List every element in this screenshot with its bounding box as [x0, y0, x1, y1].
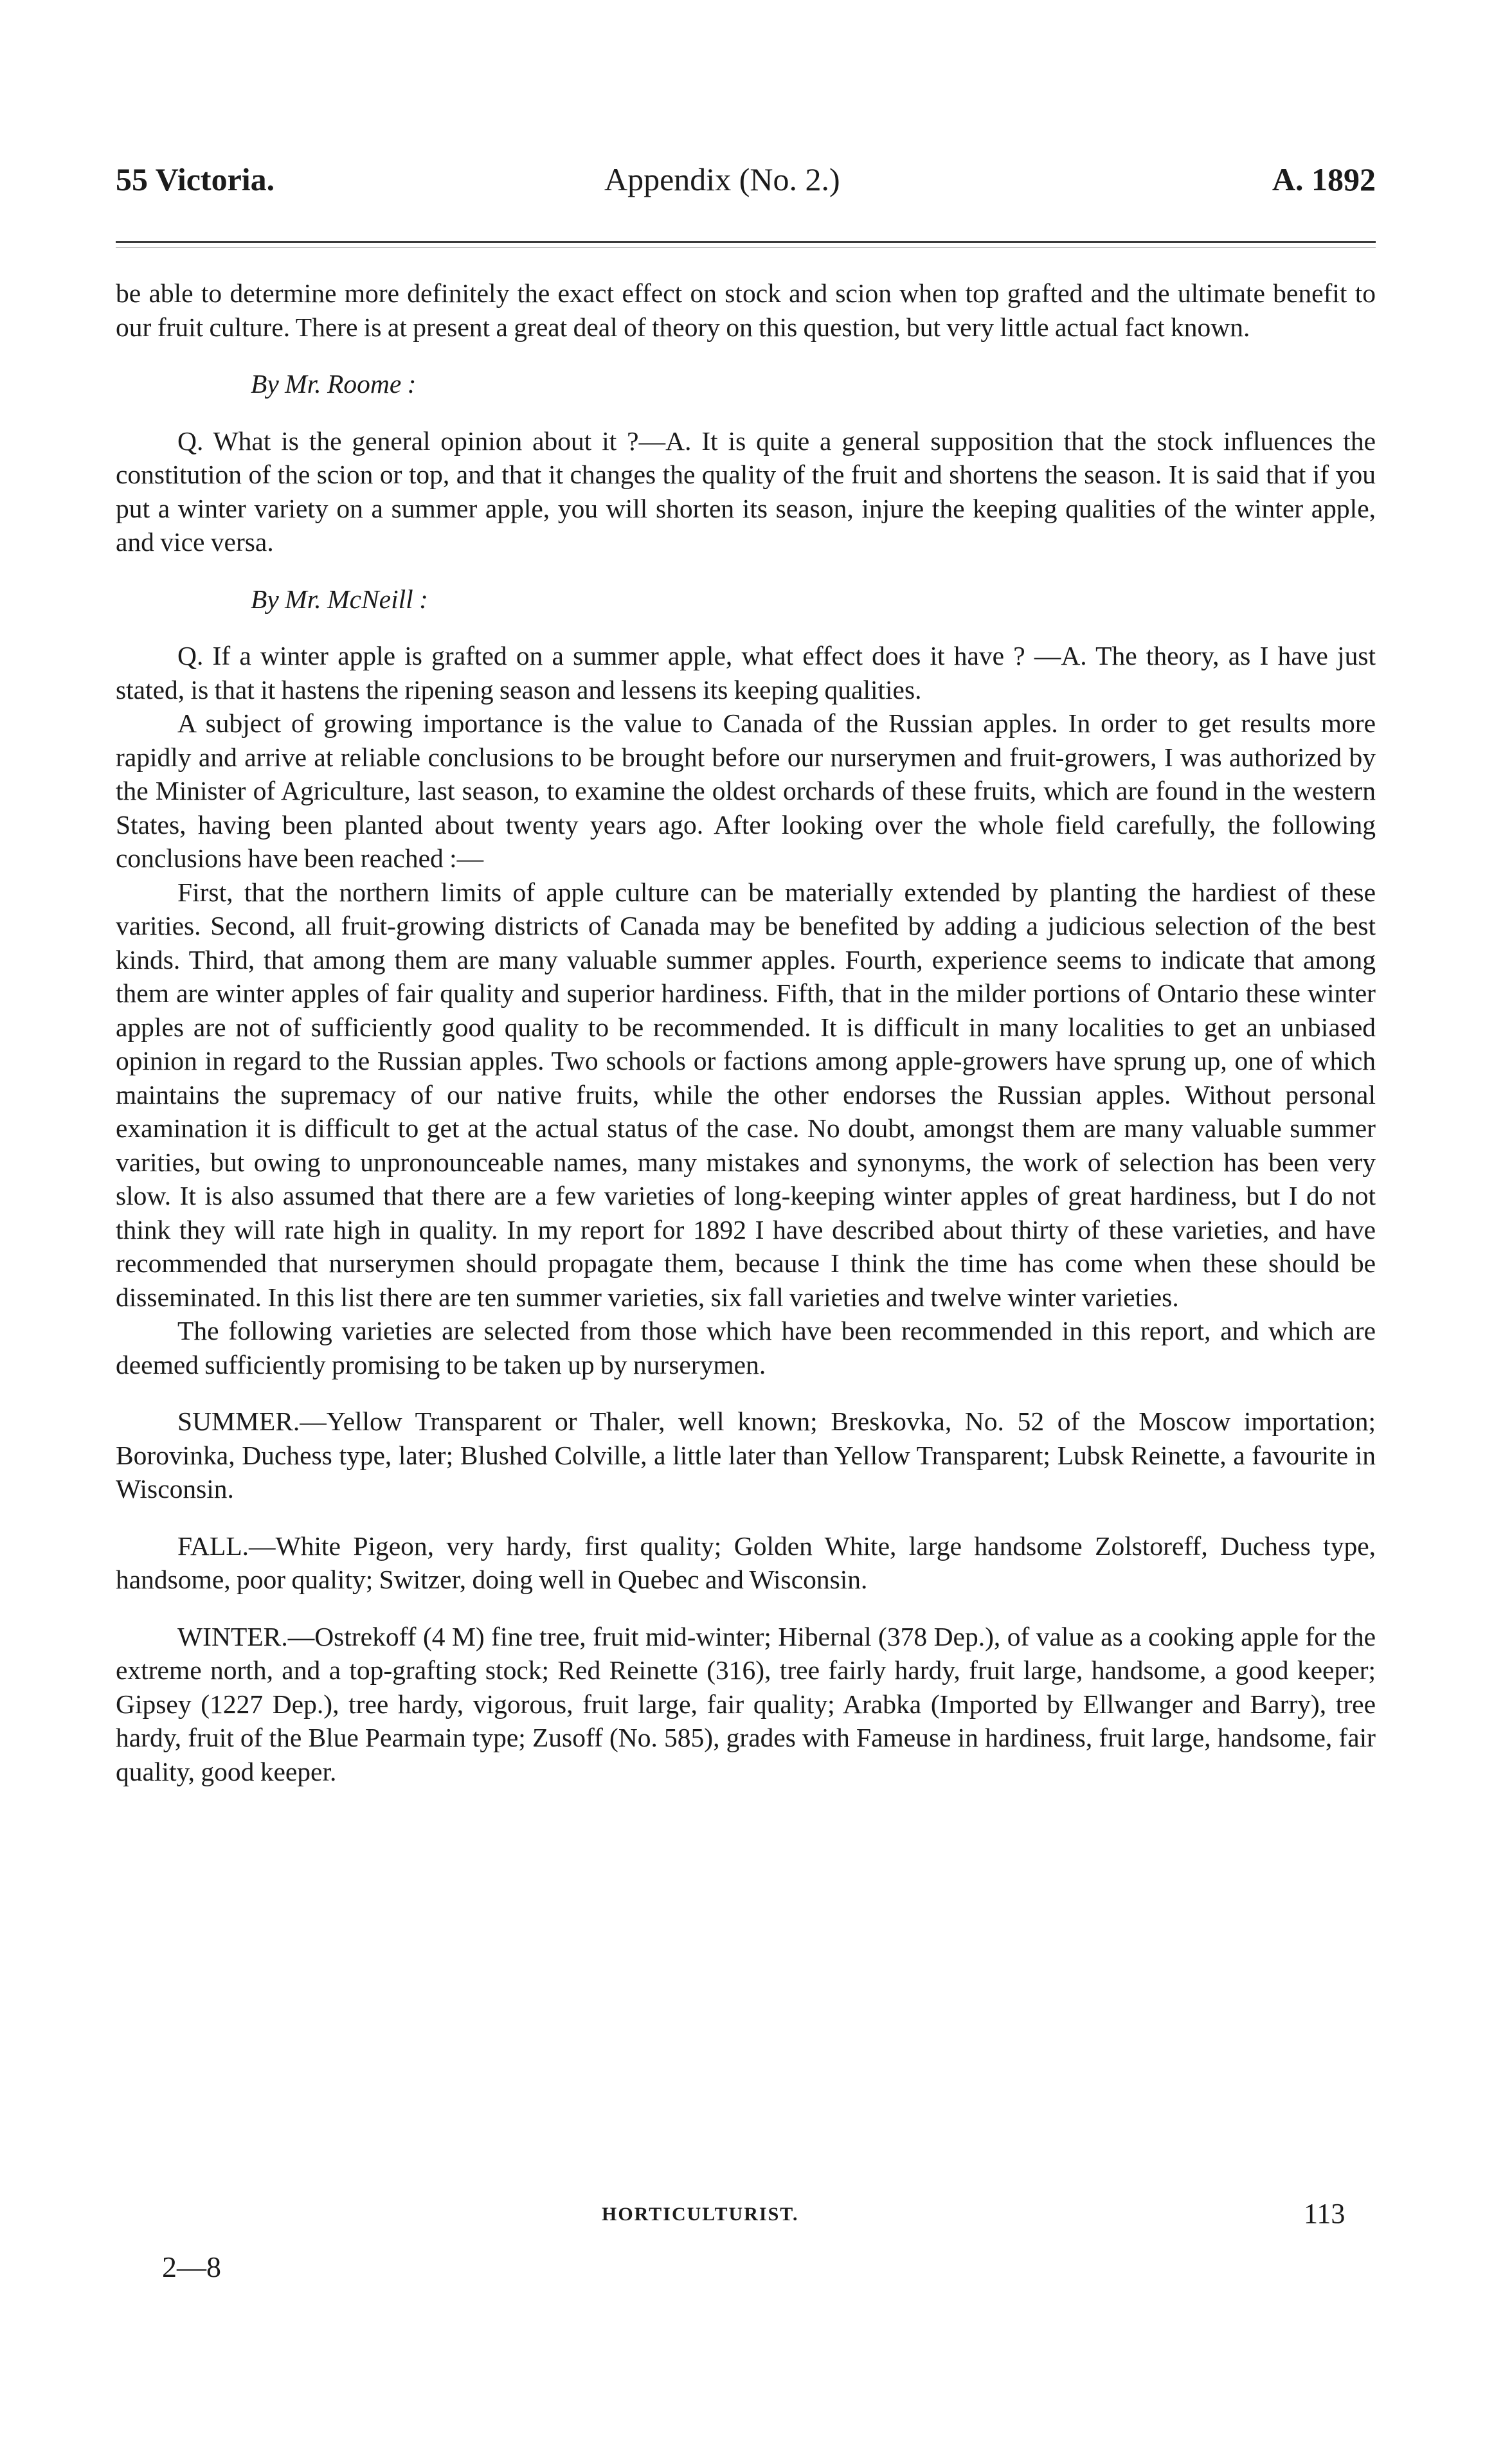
- header-year: A. 1892: [1272, 161, 1376, 197]
- paragraph-summer: SUMMER.—Yellow Transparent or Thaler, well known; Breskovka, No. 52 of the Moscow importation; Borovinka, Duchess type, later; Blushed Colville, a little later than Yellow Transparent; Lubsk Reinette, a favourite in Wisconsin.: [116, 1406, 1376, 1504]
- paragraph: The following varieties are selected from those which have been recommended in this report, and which are deemed sufficiently promising to be taken up by nurserymen.: [116, 1316, 1376, 1379]
- page-number: 113: [1304, 2198, 1346, 2229]
- body-text: [116, 276, 1376, 1788]
- paragraph: be able to determine more definitely the exact effect on stock and scion when top grafted and the ultimate benefit to our fruit culture. There is at present a great deal of theory on this question, but very little actual fact known.: [116, 278, 1376, 342]
- page-footer: [0, 2198, 1512, 2242]
- speaker-heading: By Mr. Roome :: [251, 369, 417, 399]
- page-header: [116, 161, 1376, 212]
- header-rule-thin: [116, 247, 1376, 248]
- paragraph-fall: FALL.—White Pigeon, very hardy, first quality; Golden White, large handsome Zolstoreff, Duchess type, handsome, poor quality; Switzer, doing well in Quebec and Wisconsin.: [116, 1531, 1376, 1594]
- header-rule: [116, 241, 1376, 243]
- speaker-heading: By Mr. McNeill :: [251, 584, 428, 614]
- paragraph: A subject of growing importance is the value to Canada of the Russian apples. In order to get results more rapidly and arrive at reliable conclusions to be brought before our nurserymen and fruit-growers, I was authorized by the Minister of Agriculture, last season, to examine the oldest orchards of these fruits, which are found in the western States, having been planted about twenty years ago. After looking over the whole field carefully, the following conclusions have been reached :—: [116, 708, 1376, 873]
- footer-title: HORTICULTURIST.: [602, 2204, 799, 2225]
- paragraph-winter: WINTER.—Ostrekoff (4 M) fine tree, fruit mid-winter; Hibernal (378 Dep.), of value as a cooking apple for the extreme north, and a top-grafting stock; Red Reinette (316), tree fairly hardy, fruit large, handsome, a good keeper; Gipsey (1227 Dep.), tree hardy, vigorous, fruit large, fair quality; Arabka (Imported by Ellwanger and Barry), tree hardy, fruit of the Blue Pearmain type; Zusoff (No. 585), grades with Fameuse in hardiness, fruit large, handsome, fair quality, good keeper.: [116, 1621, 1376, 1786]
- paragraph: First, that the northern limits of apple culture can be materially extended by planting the hardiest of these varities. Second, all fruit-growing districts of Canada may be benefited by adding a judicious selection of the best kinds. Third, that among them are many valuable summer apples. Fourth, experience seems to indicate that among them are winter apples of fair quality and superior hardiness. Fifth, that in the milder portions of Ontario these winter apples are not of sufficiently good quality to be recommended. It is difficult in many localities to get an unbiased opinion in regard to the Russian apples. Two schools or factions among apple-growers have sprung up, one of which maintains the supremacy of our native fruits, while the other endorses the Russian apples. Without personal examination it is difficult to get at the actual status of the case. No doubt, amongst them are many valuable summer varities, but owing to unpronounceable names, many mistakes and synonyms, the work of selection has been very slow. It is also assumed that there are a few varieties of long-keeping winter apples of great hardiness, but I do not think they will rate high in quality. In my report for 1892 I have described about thirty of these varieties, and have recommended that nurserymen should propagate them, because I think the time has come when these should be disseminated. In this list there are ten summer varieties, six fall varieties and twelve winter varieties.: [116, 877, 1376, 1312]
- header-appendix: Appendix (No. 2.): [604, 161, 840, 197]
- header-session: 55 Victoria.: [116, 161, 275, 197]
- paragraph: Q. What is the general opinion about it ?—A. It is quite a general supposition that the stock influences the constitution of the scion or top, and that it changes the quality of the fruit and shortens the season. It is said that if you put a winter variety on a summer apple, you will shorten its season, injure the keeping qualities of the winter apple, and vice versa.: [116, 426, 1376, 557]
- paragraph: Q. If a winter apple is grafted on a summer apple, what effect does it have ? —A. The theory, as I have just stated, is that it hastens the ripening season and lessens its keeping qualities.: [116, 641, 1376, 705]
- signature-mark: 2—8: [162, 2251, 221, 2283]
